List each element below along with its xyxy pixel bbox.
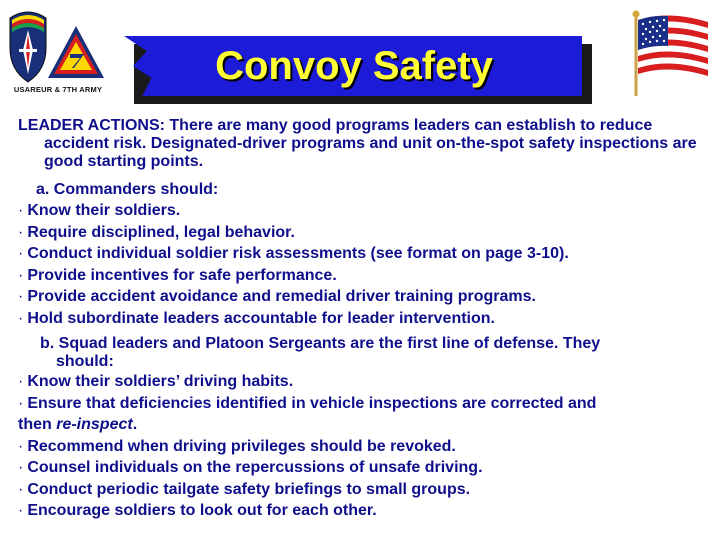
list-item-continuation: then re-inspect. <box>18 416 138 433</box>
list-item: · Hold subordinate leaders accountable for leader intervention. <box>18 309 495 327</box>
intro-paragraph: LEADER ACTIONS: There are many good programs leaders can establish to reduce accident risk. Designated-driver programs and unit on-the-spot safety inspections are good starting points. <box>18 117 697 170</box>
list-item: · Counsel individuals on the repercussions of unsafe driving. <box>18 459 483 476</box>
title-banner <box>124 36 592 104</box>
page-title: Convoy Safety <box>215 43 493 88</box>
section-a-heading: a. Commanders should: <box>36 181 219 198</box>
list-item: · Provide accident avoidance and remedial driver training programs. <box>18 288 536 305</box>
seventh-army-insignia-icon <box>48 26 104 78</box>
list-item: · Ensure that deficiencies identified in vehicle inspections are corrected and <box>18 394 597 412</box>
list-item: · Provide incentives for safe performance. <box>18 266 337 284</box>
slide-body <box>18 117 708 522</box>
section-b-list <box>18 371 708 522</box>
list-item: · Know their soldiers’ driving habits. <box>18 373 294 390</box>
us-flag-icon <box>628 8 714 98</box>
list-item: · Conduct periodic tailgate safety briefings to small groups. <box>18 480 471 498</box>
section-a-list <box>18 200 708 329</box>
logo-caption: USAREUR & 7TH ARMY <box>13 85 103 94</box>
usareur-insignia-icon <box>4 4 108 86</box>
re-inspect-emphasis: re-inspect <box>56 416 133 433</box>
list-item: · Recommend when driving privileges should be revoked. <box>18 437 456 455</box>
section-b-heading: b. Squad leaders and Platoon Sergeants are the first line of defense. They should: <box>40 335 601 370</box>
list-item: · Know their soldiers. <box>18 202 181 219</box>
list-item: · Encourage soldiers to look out for each other. <box>18 502 377 519</box>
list-item: · Require disciplined, legal behavior. <box>18 223 295 241</box>
list-item: · Conduct individual soldier risk assessments (see format on page 3-10). <box>18 245 569 262</box>
